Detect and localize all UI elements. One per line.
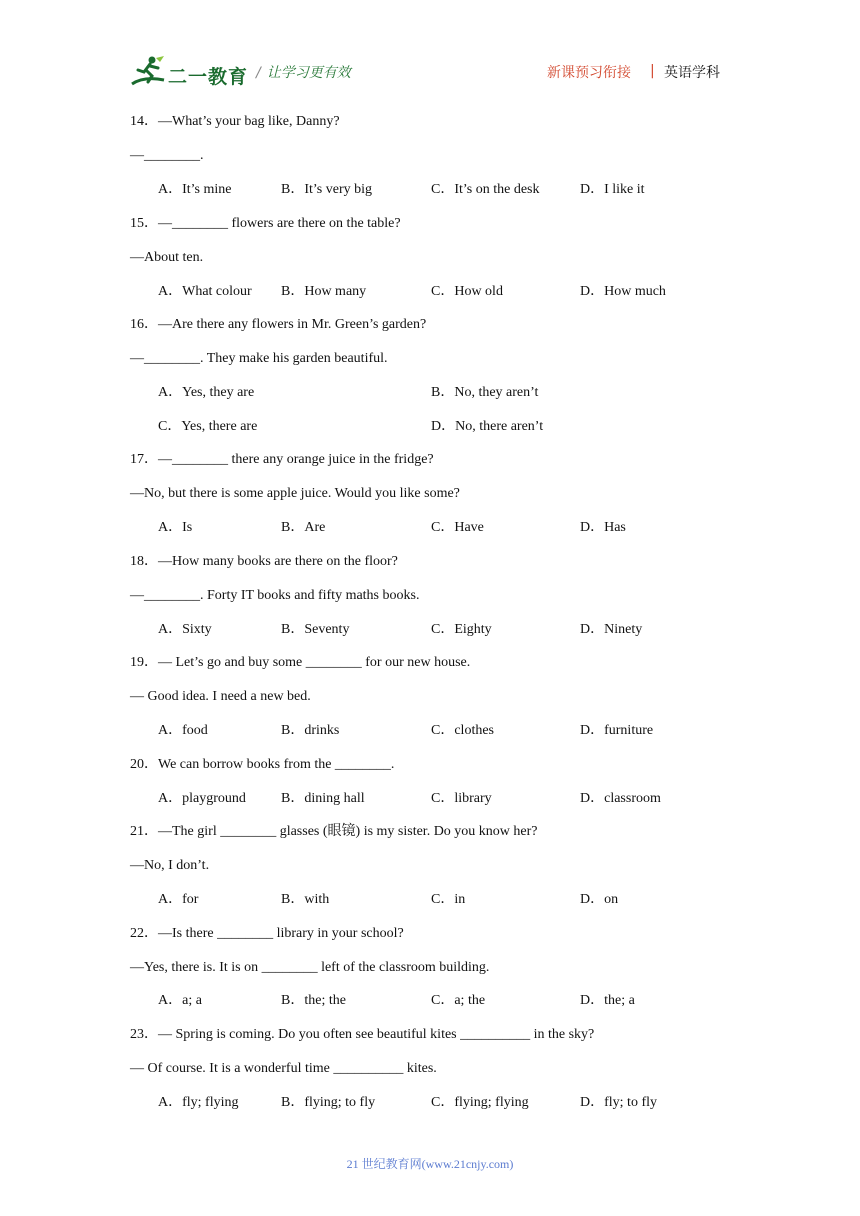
question-stem: 19．— Let’s go and buy some ________ for our new house. bbox=[130, 655, 471, 670]
question-stem: 21．—The girl ________ glasses (眼镜) is my sister. Do you know her? bbox=[130, 824, 538, 839]
option-d[interactable]: D．Ninety bbox=[580, 622, 643, 637]
question-answer-line: —________. bbox=[130, 148, 204, 163]
option-a[interactable]: A．Yes, they are bbox=[158, 385, 255, 400]
question-stem: 14．—What’s your bag like, Danny? bbox=[130, 114, 340, 129]
option-a[interactable]: A．fly; flying bbox=[158, 1095, 239, 1110]
option-b[interactable]: B．It’s very big bbox=[281, 182, 372, 197]
question-answer-line: —Yes, there is. It is on ________ left of the classroom building. bbox=[130, 960, 490, 975]
option-c[interactable]: C．Eighty bbox=[431, 622, 492, 637]
runner-logo-icon bbox=[130, 54, 170, 90]
option-d[interactable]: D．the; a bbox=[580, 993, 635, 1008]
option-a[interactable]: A．food bbox=[158, 723, 208, 738]
question-answer-line: —________. They make his garden beautiful. bbox=[130, 351, 388, 366]
question-stem: 18．—How many books are there on the floor? bbox=[130, 554, 398, 569]
option-d[interactable]: D．classroom bbox=[580, 791, 661, 806]
option-a[interactable]: A．It’s mine bbox=[158, 182, 232, 197]
option-a[interactable]: A．Is bbox=[158, 520, 193, 535]
question-stem: 15．—________ flowers are there on the table? bbox=[130, 216, 401, 231]
page-footer[interactable]: 21 世纪教育网(www.21cnjy.com) bbox=[346, 1157, 514, 1171]
question-stem: 16．—Are there any flowers in Mr. Green’s garden? bbox=[130, 317, 427, 332]
option-b[interactable]: B．dining hall bbox=[281, 791, 365, 806]
option-c[interactable]: C．Yes, there are bbox=[158, 419, 258, 434]
option-c[interactable]: C．a; the bbox=[431, 993, 486, 1008]
question-answer-line: — Of course. It is a wonderful time __________ kites. bbox=[130, 1061, 437, 1076]
option-a[interactable]: A．Sixty bbox=[158, 622, 212, 637]
slogan bbox=[256, 62, 351, 82]
header-tagline: 新课预习衔接 bbox=[547, 65, 631, 81]
question-answer-line: —No, but there is some apple juice. Would you like some? bbox=[130, 486, 460, 501]
option-d[interactable]: D．Has bbox=[580, 520, 626, 535]
slogan-text: 让学习更有效 bbox=[266, 65, 351, 81]
question-stem: 17．—________ there any orange juice in the fridge? bbox=[130, 452, 434, 467]
option-d[interactable]: D．How much bbox=[580, 284, 666, 299]
question-stem: 23．— Spring is coming. Do you often see beautiful kites __________ in the sky? bbox=[130, 1027, 595, 1042]
option-c[interactable]: C．clothes bbox=[431, 723, 494, 738]
option-a[interactable]: A．for bbox=[158, 892, 199, 907]
header-separator: | bbox=[650, 63, 655, 79]
option-d[interactable]: D．No, there aren’t bbox=[431, 419, 544, 434]
question-stem: 22．—Is there ________ library in your school? bbox=[130, 926, 404, 941]
option-b[interactable]: B．How many bbox=[281, 284, 367, 299]
question-answer-line: — Good idea. I need a new bed. bbox=[130, 689, 311, 704]
option-a[interactable]: A．What colour bbox=[158, 284, 252, 299]
option-b[interactable]: B．Seventy bbox=[281, 622, 350, 637]
logo bbox=[130, 54, 249, 90]
option-c[interactable]: C．flying; flying bbox=[431, 1095, 529, 1110]
option-c[interactable]: C．in bbox=[431, 892, 466, 907]
option-c[interactable]: C．Have bbox=[431, 520, 484, 535]
question-stem: 20．We can borrow books from the ________. bbox=[130, 757, 395, 772]
option-d[interactable]: D．furniture bbox=[580, 723, 654, 738]
option-b[interactable]: B．No, they aren’t bbox=[431, 385, 539, 400]
option-c[interactable]: C．It’s on the desk bbox=[431, 182, 540, 197]
logo-text: 二一教育 bbox=[168, 66, 249, 88]
question-answer-line: —No, I don’t. bbox=[130, 858, 210, 873]
slogan-slash: / bbox=[256, 65, 261, 81]
option-d[interactable]: D．I like it bbox=[580, 182, 645, 197]
option-b[interactable]: B．Are bbox=[281, 520, 326, 535]
option-b[interactable]: B．drinks bbox=[281, 723, 340, 738]
option-b[interactable]: B．with bbox=[281, 892, 330, 907]
option-c[interactable]: C．library bbox=[431, 791, 492, 806]
option-a[interactable]: A．playground bbox=[158, 791, 246, 806]
page-header bbox=[0, 0, 860, 100]
header-subject: 英语学科 bbox=[664, 65, 720, 81]
option-b[interactable]: B．flying; to fly bbox=[281, 1095, 376, 1110]
option-a[interactable]: A．a; a bbox=[158, 993, 202, 1008]
question-answer-line: —About ten. bbox=[130, 250, 204, 265]
option-c[interactable]: C．How old bbox=[431, 284, 503, 299]
question-answer-line: —________. Forty IT books and fifty maths books. bbox=[130, 588, 420, 603]
option-d[interactable]: D．on bbox=[580, 892, 619, 907]
option-d[interactable]: D．fly; to fly bbox=[580, 1095, 657, 1110]
option-b[interactable]: B．the; the bbox=[281, 993, 346, 1008]
